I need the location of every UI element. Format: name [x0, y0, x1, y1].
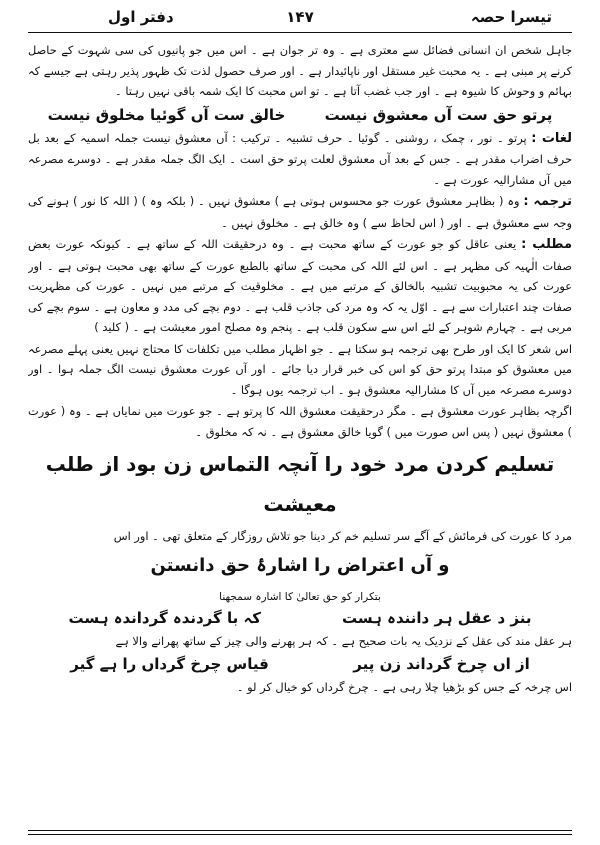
page-number: ۱۴۷ — [286, 8, 314, 26]
verse-couplet — [28, 606, 572, 630]
verse-line: بنز د عقل ہر دانندہ ہست — [342, 608, 532, 627]
page-header — [28, 6, 572, 33]
lughat-text: پرتو ۔ نور ، چمک ، روشنی ۔ گوئیا ۔ حرف تشبیہ ۔ ترکیب : آں معشوق نیست جملہ اسمیہ کے بعد بل حرف اضراب مقدر ہے ۔ جس کے بعد آں معشوق لعلت پرتو حق است ۔ ایک الگ جملہ مقدر ہے ۔ دوسرے مصرعہ میں آں مشارالیہ عورت ہے ۔ — [28, 130, 572, 187]
verse-line: کہ با گردندہ گرداندہ ہست — [68, 608, 261, 627]
lughat-label: لغات : — [531, 130, 572, 146]
paragraph: اگرچہ بظاہر عورت معشوق ہے ۔ مگر درحقیقت معشوق اللہ کا پرتو ہے ۔ جو عورت میں نمایاں ہے ۔ وہ ( عورت ) معشوق نہیں ( پس اس صورت میں ) گویا خالق معشوق ہے ۔ نہ کہ مخلوق ۔ — [28, 404, 572, 439]
verse-line: پرتو حق ست آں معشوق نیست — [324, 105, 553, 124]
translation-label: ترجمہ : — [523, 194, 572, 209]
paragraph: جاہل شخص ان انسانی فضائل سے معتری ہے ۔ وہ تر جوان ہے ۔ اس میں جو پانیوں کی سی شہوت کے حاصل کرنے پر مبنی ہے ۔ یہ محبت غیر مستقل اور ناپائیدار ہے ۔ اور صرف حصول لذت تک ظہور پذیر رہتی ہے جیسے کہ بہائم و وحوش کا شیوہ ہے ۔ اور جب غضب آتا ہے ۔ تو اس محبت کا ایک شمہ باقی نہیں رہتا ۔ — [28, 43, 572, 98]
header-book-title: دفتر اول — [108, 8, 174, 26]
translation-text: وہ ( بظاہر معشوق عورت جو محسوس ہوتی ہے ) معشوق نہیں ۔ ( بلکہ وہ ) ( اللہ کا نور ) ہونے کی وجہ سے معشوق ہے ۔ اور ( اس لحاظ سے ) وہ خالق ہے ۔ مخلوق نہیں ۔ — [28, 194, 572, 230]
lughat-paragraph — [28, 128, 572, 191]
meaning-paragraph — [28, 234, 572, 338]
section-subheading: و آں اعتراض را اشارۂ حق دانستن — [150, 554, 450, 576]
verse-couplet — [28, 103, 572, 127]
footer-rule — [28, 830, 572, 831]
header-section-title: تیسرا حصہ — [470, 8, 552, 26]
verse-line: قیاس چرخ گرداں را ہے گیر — [70, 655, 269, 673]
meaning-text: یعنی عاقل کو جو عورت کے ساتھ محبت ہے ۔ وہ درحقیقت اللہ کے ساتھ ہے ۔ کیونکہ عورت بعض صفات الٰہیہ کی مظہر ہے ۔ اس لئے اللہ کی محبت کے ساتھ بالطبع عورت کے ساتھ بھی محبت ہوتی ہے ۔ اور عورت کی یہ محبوبیت تشبیہ بالخالق کے مرتبے میں ہے ۔ مخلوقیت کے مرتبے میں نہیں ۔ عورت کی مظہریت صفات چند اعتبارات سے ہے ۔ اوّل یہ کہ وہ مرد کی جاذب قلب ہے ۔ دوم بچے کی مدد و معاون ہے ۔ سوم بچے کی مربی ہے ۔ چہارم شوہر کے لئے اس سے سکون قلب ہے ۔ پنجم وہ مصلح امور معیشت ہے ۔ ( کلید ) — [28, 237, 572, 334]
page-body — [28, 40, 572, 823]
paragraph: اس چرخہ کے جس کو بڑھیا چلا رہی ہے ۔ چرخ گرداں کو خیال کر لو ۔ — [236, 680, 572, 694]
verse-couplet — [28, 652, 572, 676]
section-heading: تسلیم کردن مرد خود را آنچہ التماس زن بود از طلب معیشت — [45, 452, 555, 516]
verse-line: خالق ست آں گوئیا مخلوق نیست — [47, 105, 286, 124]
meaning-label: مطلب : — [521, 237, 572, 252]
paragraph: ہر عقل مند کی عقل کے نزدیک یہ بات صحیح ہے ۔ کہ ہر پھرنے والی چیز کے ساتھ پھرانے والا ہے — [115, 633, 572, 648]
verse-line: از اں چرخ گرداند زن پیر — [353, 655, 530, 673]
small-note: بتکرار کو حق تعالیٰ کا اشارہ سمجھنا — [219, 590, 381, 603]
paragraph: اس شعر کا ایک اور طرح بھی ترجمہ ہو سکتا ہے ۔ جو اظہار مطلب میں تکلفات کا محتاج نہیں یعنی پہلے مصرعہ میں معشوق کو مبتدا پرتو حق کو اس کی خبر قرار دیا جائے ۔ اور آں عورت معشوق نیست الگ جملہ ہوا ۔ اور دوسرے مصرعہ میں آں کا مشارالیہ معشوق ہو ۔ اب ترجمہ یوں ہوگا ۔ — [28, 341, 572, 397]
footer-rule — [28, 834, 572, 835]
paragraph: مرد کا عورت کی فرمائش کے آگے سر تسلیم خم کر دینا جو تلاش روزگار کے متعلق تھی ۔ اور اس — [113, 529, 572, 543]
translation-paragraph — [28, 191, 572, 233]
